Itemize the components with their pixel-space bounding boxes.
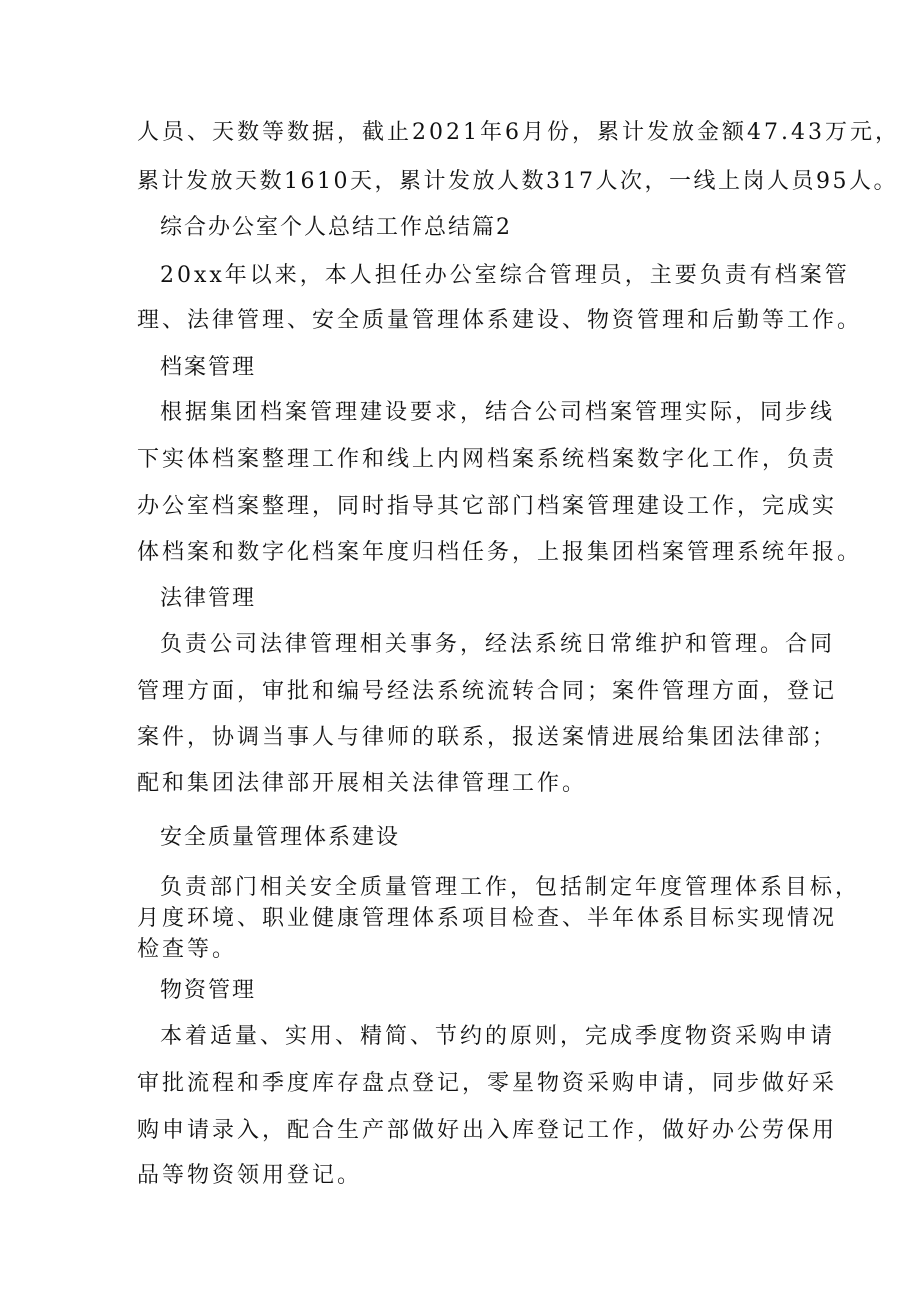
heading-material: 物资管理 xyxy=(160,978,257,1003)
paragraph-line: 案件，协调当事人与律师的联系，报送案情进展给集团法律部； xyxy=(137,725,838,750)
paragraph-line: 下实体档案整理工作和线上内网档案系统档案数字化工作，负责 xyxy=(137,447,838,472)
paragraph-line: 根据集团档案管理建设要求，结合公司档案管理实际，同步线 xyxy=(160,400,836,425)
paragraph-line: 购申请录入，配合生产部做好出入库登记工作，做好办公劳保用 xyxy=(137,1118,838,1143)
paragraph-line: 20xx年以来，本人担任办公室综合管理员，主要负责有档案管 xyxy=(160,263,850,288)
heading-safety: 安全质量管理体系建设 xyxy=(160,825,401,850)
paragraph-line: 品等物资领用登记。 xyxy=(137,1163,363,1188)
paragraph-line: 累计发放天数1610天，累计发放人数317人次，一线上岗人员95人。 xyxy=(137,169,898,194)
paragraph-line: 管理方面，审批和编号经法系统流转合同；案件管理方面，登记 xyxy=(137,679,838,704)
paragraph-line: 月度环境、职业健康管理体系项目检查、半年体系目标实现情况 xyxy=(137,906,838,931)
paragraph-line: 负责公司法律管理相关事务，经法系统日常维护和管理。合同 xyxy=(160,632,836,657)
heading-archive: 档案管理 xyxy=(160,355,257,380)
heading-legal: 法律管理 xyxy=(160,586,257,611)
paragraph-line: 本着适量、实用、精简、节约的原则，完成季度物资采购申请 xyxy=(160,1024,836,1049)
paragraph-line: 人员、天数等数据，截止2021年6月份，累计发放金额47.43万元， xyxy=(137,120,900,145)
paragraph-line: 审批流程和季度库存盘点登记，零星物资采购申请，同步做好采 xyxy=(137,1071,838,1096)
paragraph-line: 负责部门相关安全质量管理工作，包括制定年度管理体系目标， xyxy=(160,875,861,900)
paragraph-line: 办公室档案整理，同时指导其它部门档案管理建设工作，完成实 xyxy=(137,494,838,519)
paragraph-line: 配和集团法律部开展相关法律管理工作。 xyxy=(137,771,588,796)
paragraph-line: 理、法律管理、安全质量管理体系建设、物资管理和后勤等工作。 xyxy=(137,308,863,333)
paragraph-line: 体档案和数字化档案年度归档任务，上报集团档案管理系统年报。 xyxy=(137,540,863,565)
section-title: 综合办公室个人总结工作总结篇2 xyxy=(160,215,512,240)
paragraph-line: 检查等。 xyxy=(137,937,238,962)
